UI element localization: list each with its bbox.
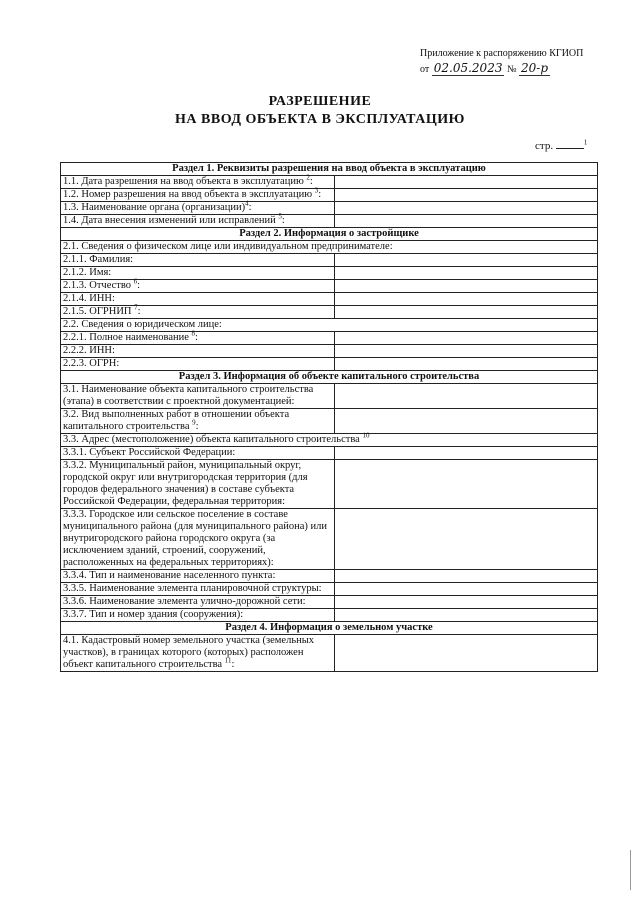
table-row [61,596,598,609]
table-row [61,189,598,202]
field-value-cell[interactable] [335,596,598,609]
table-row [61,583,598,596]
field-value-cell[interactable] [335,332,598,345]
field-value-cell[interactable] [335,345,598,358]
appendix-line1: Приложение к распоряжению КГИОП [420,48,584,59]
page-label: стр. [535,140,554,152]
field-value-cell[interactable] [335,635,598,672]
section-1-header [61,163,598,176]
field-value-cell[interactable] [335,609,598,622]
field-value-cell[interactable] [335,293,598,306]
field-label: 2.2.2. ИНН: [61,345,335,358]
section-title: Раздел 2. Информация о застройщике [61,228,598,241]
table-row [61,176,598,189]
appendix-number: 20-р [521,61,549,75]
permit-form-table [60,162,598,672]
doc-subtitle: НА ВВОД ОБЪЕКТА В ЭКСПЛУАТАЦИЮ [175,112,465,127]
page-footnote: 1 [583,138,588,147]
section-title: Раздел 4. Информация о земельном участке [61,622,598,635]
field-label: 1.3. Наименование органа (организации)$^4$: [61,202,335,215]
field-label: 3.3.5. Наименование элемента планировочной структуры: [61,583,335,596]
field-value-cell[interactable] [335,509,598,570]
field-value-cell[interactable] [335,176,598,189]
table-row [61,509,598,570]
table-row [61,319,598,332]
table-row [61,570,598,583]
subsection-label: 2.2. Сведения о юридическом лице: [61,319,598,332]
table-row [61,409,598,434]
subsection-label: 3.3. Адрес (местоположение) объекта капитального строительства $^{10}$ [61,434,598,447]
table-row [61,635,598,672]
field-label: 3.3.1. Субъект Российской Федерации: [61,447,335,460]
field-value-cell[interactable] [335,202,598,215]
appendix-no-sign: № [506,64,517,75]
appendix-from: от [420,64,430,75]
table-row [61,447,598,460]
appendix-date: 02.05.2023 [433,61,503,75]
table-row [61,332,598,345]
table-row [61,254,598,267]
field-label: 3.3.3. Городское или сельское поселение в составе муниципального района (для муниципального района) или внутригородского района городского округа (за исключением зданий, строений, сооружений, расположенных на федеральных территориях): [61,509,335,570]
section-3-header [61,371,598,384]
page-number-field [535,138,587,152]
field-label: 3.1. Наименование объекта капитального строительства (этапа) в соответствии с проектной документацией: [61,384,335,409]
field-value-cell[interactable] [335,280,598,293]
table-row [61,306,598,319]
section-title: Раздел 3. Информация об объекте капитального строительства [61,371,598,384]
table-row [61,434,598,447]
page-number-blank[interactable] [556,138,584,149]
field-label: 2.2.3. ОГРН: [61,358,335,371]
table-row [61,384,598,409]
field-label: 1.2. Номер разрешения на ввод объекта в эксплуатацию $^3$: [61,189,335,202]
field-label: 2.1.2. Имя: [61,267,335,280]
table-row [61,293,598,306]
field-value-cell[interactable] [335,460,598,509]
table-row [61,267,598,280]
field-value-cell[interactable] [335,570,598,583]
field-label: 2.1.1. Фамилия: [61,254,335,267]
table-row [61,345,598,358]
table-row [61,215,598,228]
field-value-cell[interactable] [335,358,598,371]
doc-title: РАЗРЕШЕНИЕ [268,94,372,109]
appendix-line2 [420,62,610,76]
table-row [61,609,598,622]
field-label: 2.1.3. Отчество $^6$: [61,280,335,293]
appendix-note [420,48,610,76]
field-label: 2.1.5. ОГРНИП $^7$: [61,306,335,319]
field-label: 3.3.2. Муниципальный район, муниципальный округ, городской округ или внутригородская территория (для городов федерального значения) в составе субъекта Российской Федерации, федеральная территория: [61,460,335,509]
field-label: 3.2. Вид выполненных работ в отношении объекта капитального строительства $^9$: [61,409,335,434]
field-label: 3.3.4. Тип и наименование населенного пункта: [61,570,335,583]
field-value-cell[interactable] [335,384,598,409]
field-label: 2.1.4. ИНН: [61,293,335,306]
field-label: 1.1. Дата разрешения на ввод объекта в эксплуатацию $^2$: [61,176,335,189]
section-2-header [61,228,598,241]
field-value-cell[interactable] [335,189,598,202]
field-label: 3.3.7. Тип и номер здания (сооружения): [61,609,335,622]
field-value-cell[interactable] [335,254,598,267]
field-label: 2.2.1. Полное наименование $^8$: [61,332,335,345]
field-value-cell[interactable] [335,409,598,434]
field-value-cell[interactable] [335,215,598,228]
table-row [61,460,598,509]
section-4-header [61,622,598,635]
page-edge-mark [630,850,637,890]
field-label: 1.4. Дата внесения изменений или исправлений $^5$: [61,215,335,228]
table-row [61,280,598,293]
table-row [61,241,598,254]
field-label: 4.1. Кадастровый номер земельного участка (земельных участков), в границах которого (которых) расположен объект капитального строительства $^{11}$: [61,635,335,672]
section-title: Раздел 1. Реквизиты разрешения на ввод объекта в эксплуатацию [61,163,598,176]
field-label: 3.3.6. Наименование элемента улично-дорожной сети: [61,596,335,609]
field-value-cell[interactable] [335,267,598,280]
subsection-label: 2.1. Сведения о физическом лице или индивидуальном предпринимателе: [61,241,598,254]
field-value-cell[interactable] [335,306,598,319]
table-row [61,358,598,371]
field-value-cell[interactable] [335,583,598,596]
field-value-cell[interactable] [335,447,598,460]
table-row [61,202,598,215]
